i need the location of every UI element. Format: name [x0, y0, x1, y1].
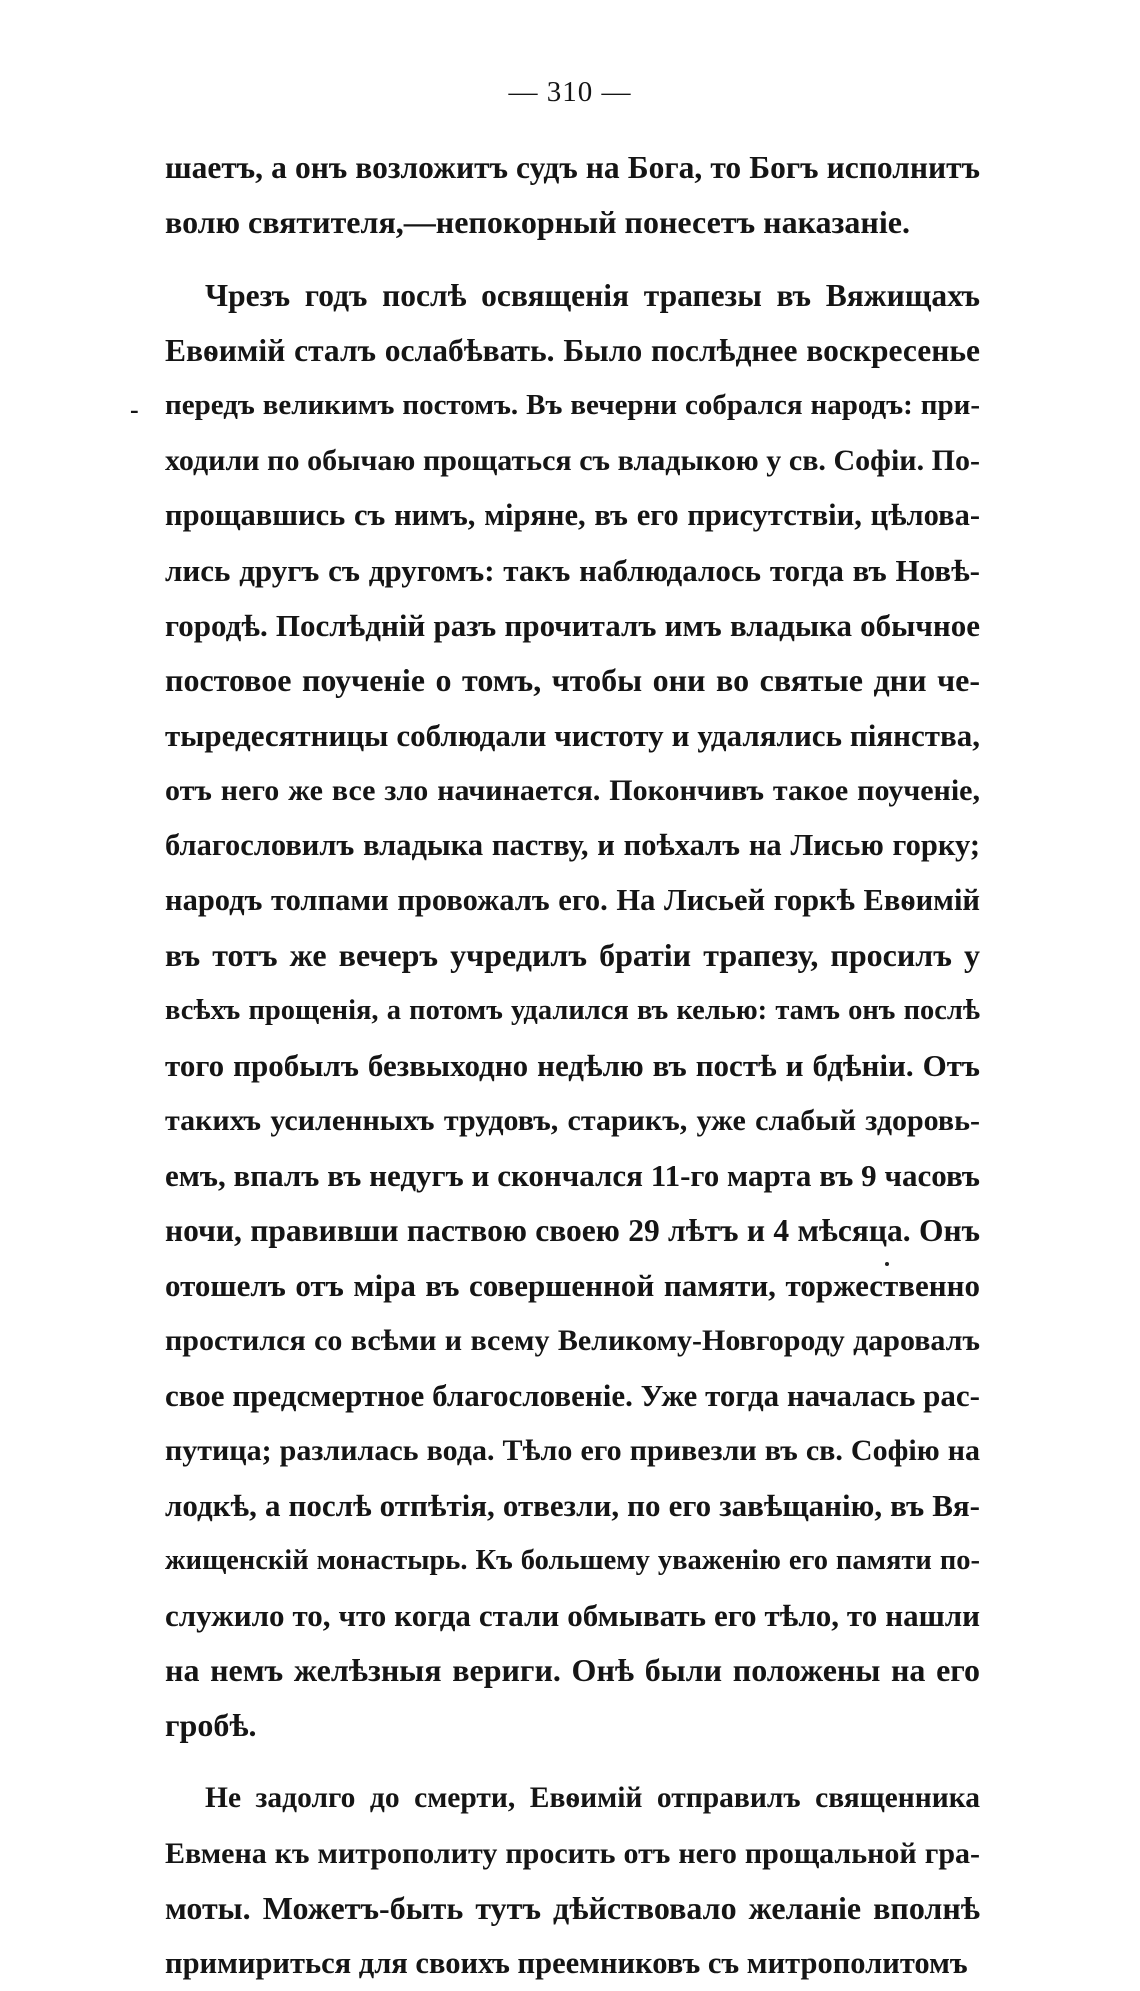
- text-line: отъ него же все зло начинается. Покончивъ такое поученіе,: [165, 774, 980, 807]
- text-line: отошелъ отъ міра въ совершенной памяти, торжественно: [165, 1268, 980, 1303]
- text-line: всѣхъ прощенія, а потомъ удалился въ келью: тамъ онъ послѣ: [165, 995, 980, 1026]
- text-line: такихъ усиленныхъ трудовъ, старикъ, уже слабый здоровь-: [165, 1104, 980, 1137]
- text-line: постовое поученіе о томъ, чтобы они во святые дни че-: [165, 662, 980, 698]
- text-line: городѣ. Послѣдній разъ прочиталъ имъ владыка обычное: [165, 608, 980, 643]
- body-text: [165, 140, 980, 1991]
- text-line: моты. Можетъ-быть тутъ дѣйствовало желаніе вполнѣ: [165, 1890, 980, 1926]
- text-line: служило то, что когда стали обмывать его тѣло, то нашли: [165, 1598, 980, 1633]
- text-line: благословилъ владыка паству, и поѣхалъ на Лисью горку;: [165, 828, 980, 862]
- text-line: примириться для своихъ преемниковъ съ митрополитомъ: [165, 1946, 968, 1980]
- text-line: емъ, впалъ въ недугъ и скончался 11-го марта въ 9 часовъ: [165, 1158, 980, 1193]
- text-line: народъ толпами провожалъ его. На Лисьей горкѣ Евѳимій: [165, 883, 980, 917]
- text-line: свое предсмертное благословеніе. Уже тогда началась рас-: [165, 1378, 980, 1413]
- text-line: лодкѣ, а послѣ отпѣтія, отвезли, по его завѣщанію, въ Вя-: [165, 1488, 980, 1523]
- text-line: Евѳимій сталъ ослабѣвать. Было послѣднее воскресенье: [165, 333, 980, 368]
- text-line: жищенскій монастырь. Къ большему уваженію его памяти по-: [165, 1545, 980, 1576]
- text-line: гробѣ.: [165, 1707, 257, 1743]
- page-number: — 310 —: [508, 76, 632, 108]
- text-line: Чрезъ годъ послѣ освященія трапезы въ Вяжищахъ: [205, 278, 980, 313]
- margin-mark: -: [130, 395, 139, 424]
- paragraph: [165, 1771, 980, 1991]
- text-line: передъ великимъ постомъ. Въ вечерни собрался народъ: при-: [165, 389, 980, 421]
- text-line: шаетъ, а онъ возложитъ судъ на Бога, то Богъ исполнитъ: [165, 150, 980, 185]
- text-line: ночи, правивши паствою своею 29 лѣтъ и 4 мѣсяца. Онъ: [165, 1213, 980, 1248]
- text-line: путица; разлилась вода. Тѣло его привезли въ св. Софію на: [165, 1434, 980, 1467]
- text-line: Не задолго до смерти, Евѳимій отправилъ священника: [205, 1782, 980, 1814]
- paragraph-gap: [165, 1753, 980, 1771]
- text-line: ходили по обычаю прощаться съ владыкою у св. Софіи. По-: [165, 444, 980, 477]
- text-line: на немъ желѣзныя вериги. Онѣ были положены на его: [165, 1652, 980, 1688]
- text-line: тыредесятницы соблюдали чистоту и удалялись піянства,: [165, 718, 980, 753]
- paragraph: [165, 140, 980, 250]
- text-line: волю святителя,—непокорный понесетъ наказаніе.: [165, 204, 910, 240]
- text-line: простился со всѣми и всему Великому-Новгороду даровалъ: [165, 1324, 980, 1357]
- text-line: Евмена къ митрополиту просить отъ него прощальной гра-: [165, 1837, 980, 1870]
- text-line: прощавшись съ нимъ, міряне, въ его присутствіи, цѣлова-: [165, 498, 980, 532]
- text-line: лись другъ съ другомъ: такъ наблюдалось тогда въ Новѣ-: [165, 553, 980, 588]
- paragraph: [165, 268, 980, 1753]
- paragraph-gap: [165, 250, 980, 268]
- text-line: въ тотъ же вечеръ учредилъ братіи трапезу, просилъ у: [165, 937, 980, 973]
- text-line: того пробылъ безвыходно недѣлю въ постѣ и бдѣніи. Отъ: [165, 1048, 980, 1083]
